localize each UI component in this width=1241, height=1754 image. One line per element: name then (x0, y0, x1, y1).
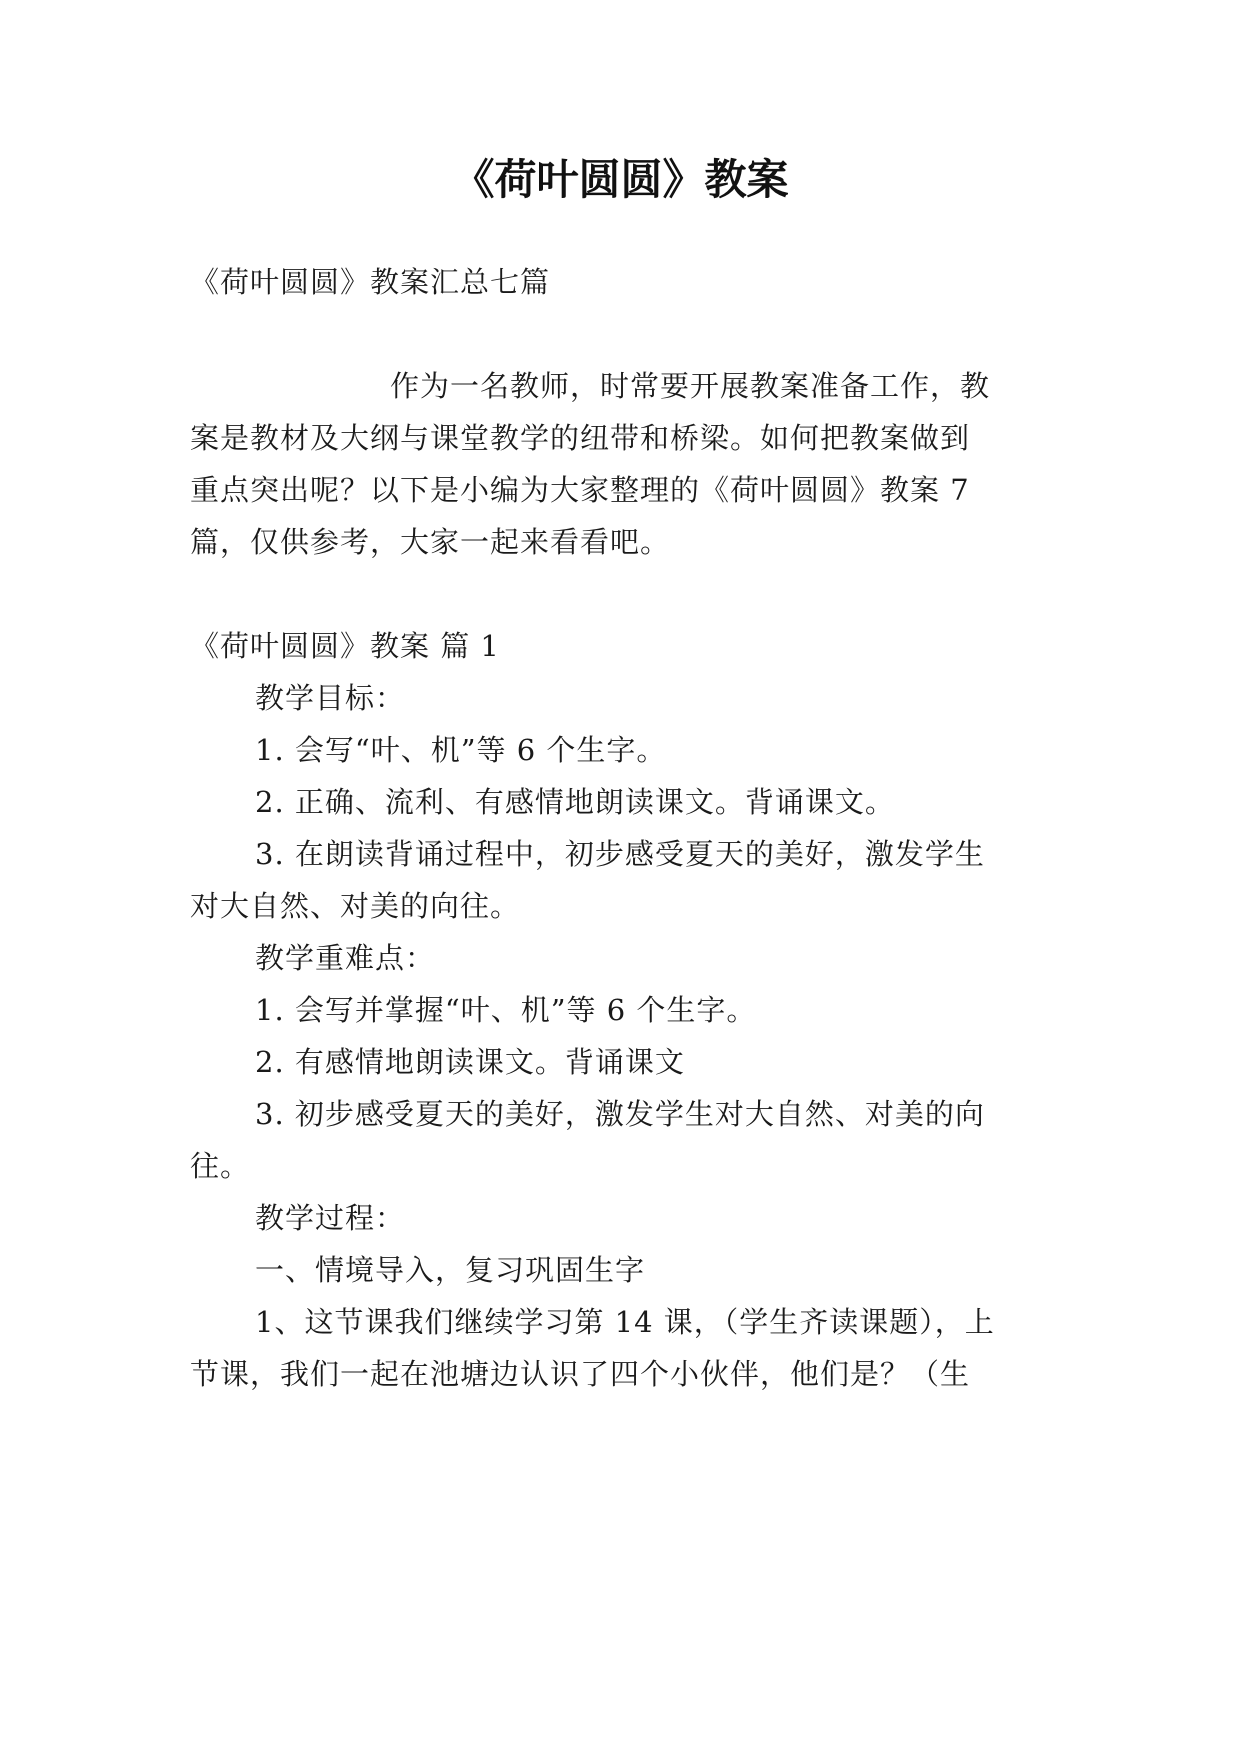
process-label: 教学过程： (255, 1201, 406, 1235)
difficulty-item-2: 2. 有感情地朗读课文。背诵课文 (255, 1045, 685, 1079)
goal-item-3: 3. 在朗读背诵过程中，初步感受夏天的美好，激发学生 (255, 837, 985, 871)
goal-item-1: 1. 会写“叶、机”等 6 个生字。 (255, 733, 667, 767)
goal-item-3-continued: 对大自然、对美的向往。 (190, 889, 521, 923)
process-step-1-title: 一、情境导入，复习巩固生字 (255, 1253, 646, 1287)
difficulty-label: 教学重难点： (255, 941, 436, 975)
process-step-1-text: 1、这节课我们继续学习第 14 课，（学生齐读课题），上 (255, 1305, 995, 1339)
difficulty-item-3-continued: 往。 (190, 1149, 251, 1183)
document-title: 《荷叶圆圆》教案 (452, 155, 789, 204)
section-heading: 《荷叶圆圆》教案 篇 1 (190, 629, 500, 663)
difficulty-item-1: 1. 会写并掌握“叶、机”等 6 个生字。 (255, 993, 757, 1027)
process-step-1-text-continued: 节课，我们一起在池塘边认识了四个小伙伴，他们是？（生 (190, 1357, 971, 1391)
intro-line-1: 作为一名教师，时常要开展教案准备工作，教 (390, 369, 991, 403)
document-subtitle: 《荷叶圆圆》教案汇总七篇 (190, 265, 551, 299)
intro-line-2: 案是教材及大纲与课堂教学的纽带和桥梁。如何把教案做到 (190, 421, 971, 455)
intro-line-3: 重点突出呢？以下是小编为大家整理的《荷叶圆圆》教案 7 (190, 473, 970, 507)
goals-label: 教学目标： (255, 681, 406, 715)
goal-item-2: 2. 正确、流利、有感情地朗读课文。背诵课文。 (255, 785, 895, 819)
intro-line-4: 篇，仅供参考，大家一起来看看吧。 (190, 525, 671, 559)
difficulty-item-3: 3. 初步感受夏天的美好，激发学生对大自然、对美的向 (255, 1097, 985, 1131)
